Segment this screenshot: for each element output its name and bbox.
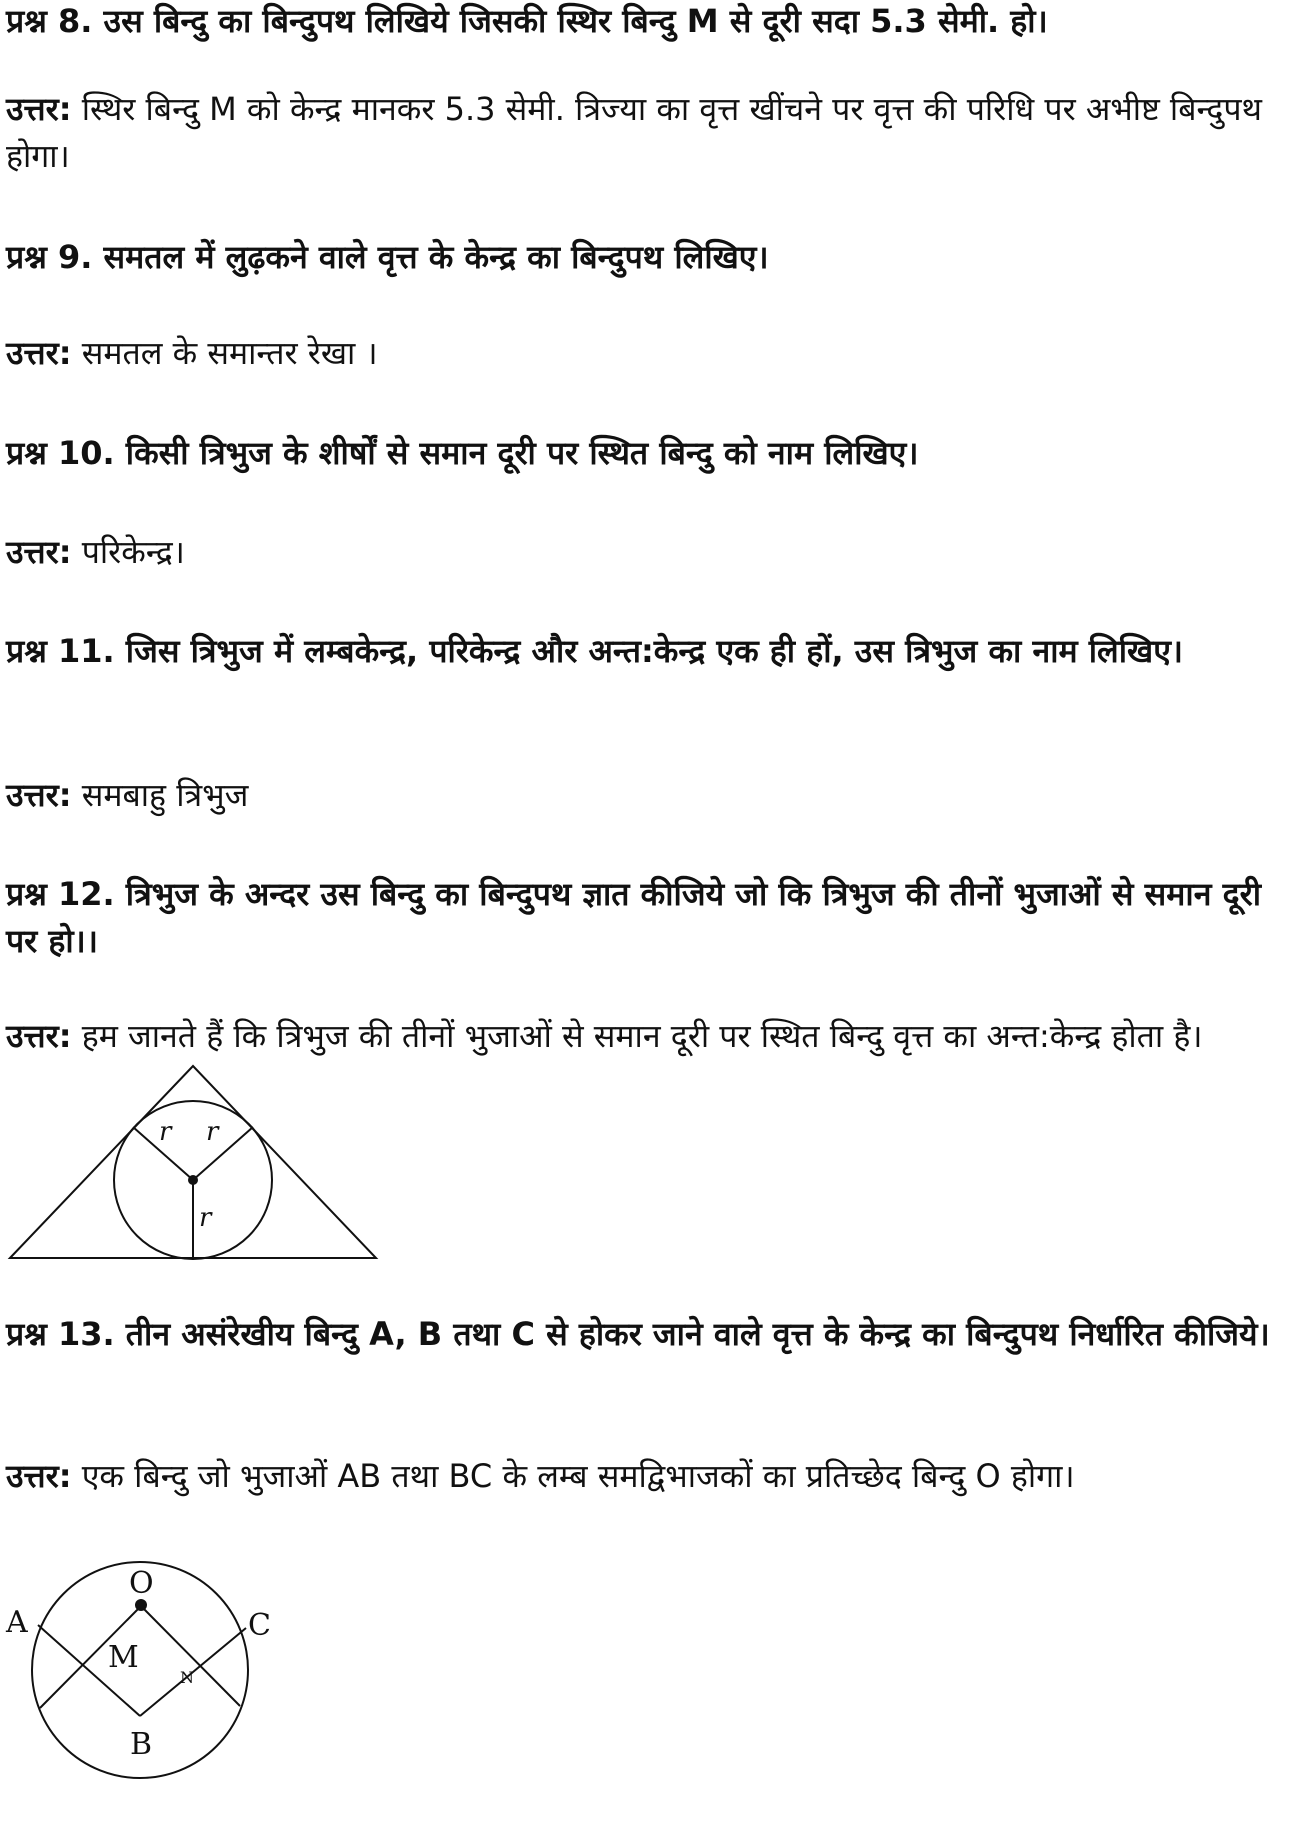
label-C: C bbox=[248, 1608, 271, 1643]
radius-right bbox=[193, 1127, 253, 1180]
answer-label: उत्तर: bbox=[6, 533, 72, 571]
answer-text: समबाहु त्रिभुज bbox=[81, 776, 249, 814]
bisector-BC bbox=[140, 1605, 240, 1706]
answer-label: उत्तर: bbox=[6, 776, 72, 814]
answer-text: समतल के समान्तर रेखा । bbox=[81, 334, 378, 372]
answer-label: उत्तर: bbox=[6, 90, 72, 128]
question-12: प्रश्न 12. त्रिभुज के अन्दर उस बिन्दु का बिन्दुपथ ज्ञात कीजिये जो कि त्रिभुज की तीनों भुजाओं से समान दूरी पर हो।। bbox=[6, 875, 1261, 960]
answer-12 bbox=[6, 1013, 1296, 1060]
question-13: प्रश्न 13. तीन असंरेखीय बिन्दु A, B तथा C से होकर जाने वाले वृत्त के केन्द्र का बिन्दुपथ निर्धारित कीजिये। bbox=[6, 1315, 1270, 1353]
answer-text: परिकेन्द्र। bbox=[81, 533, 185, 571]
answer-label: उत्तर: bbox=[6, 1457, 72, 1495]
question-9: प्रश्न 9. समतल में लुढ़कने वाले वृत्त के केन्द्र का बिन्दुपथ लिखिए। bbox=[6, 238, 769, 276]
answer-13 bbox=[6, 1453, 1296, 1500]
label-B: B bbox=[130, 1727, 153, 1762]
radius-label-right: r bbox=[206, 1117, 219, 1147]
question-8: प्रश्न 8. उस बिन्दु का बिन्दुपथ लिखिये जिसकी स्थिर बिन्दु M से दूरी सदा 5.3 सेमी. हो। bbox=[6, 2, 1048, 40]
incircle-figure bbox=[0, 1060, 400, 1265]
answer-9 bbox=[6, 330, 1296, 377]
label-N: N bbox=[180, 1668, 194, 1687]
radius-label-left: r bbox=[159, 1117, 172, 1147]
incenter-point bbox=[188, 1175, 198, 1185]
answer-label: उत्तर: bbox=[6, 334, 72, 372]
answer-11 bbox=[6, 772, 1296, 819]
answer-text: स्थिर बिन्दु M को केन्द्र मानकर 5.3 सेमी. त्रिज्या का वृत्त खींचने पर वृत्त की परिधि पर अभीष्ट बिन्दुपथ होगा। bbox=[6, 90, 1262, 175]
radius-label-bottom: r bbox=[199, 1203, 212, 1233]
answer-label: उत्तर: bbox=[6, 1017, 72, 1055]
answer-10 bbox=[6, 529, 1296, 576]
label-M: M bbox=[108, 1640, 139, 1675]
answer-text: हम जानते हैं कि त्रिभुज की तीनों भुजाओं से समान दूरी पर स्थित बिन्दु वृत्त का अन्त:केन्द्र होता है। bbox=[81, 1017, 1203, 1055]
question-10: प्रश्न 10. किसी त्रिभुज के शीर्षों से समान दूरी पर स्थित बिन्दु को नाम लिखिए। bbox=[6, 434, 919, 472]
question-11: प्रश्न 11. जिस त्रिभुज में लम्बकेन्द्र, परिकेन्द्र और अन्त:केन्द्र एक ही हों, उस त्रिभुज का नाम लिखिए। bbox=[6, 632, 1184, 670]
label-A: A bbox=[6, 1605, 28, 1640]
label-O: O bbox=[129, 1566, 154, 1601]
answer-8 bbox=[6, 86, 1296, 180]
circumcircle-figure bbox=[0, 1510, 300, 1828]
answer-text: एक बिन्दु जो भुजाओं AB तथा BC के लम्ब समद्विभाजकों का प्रतिच्छेद बिन्दु O होगा। bbox=[81, 1457, 1075, 1495]
